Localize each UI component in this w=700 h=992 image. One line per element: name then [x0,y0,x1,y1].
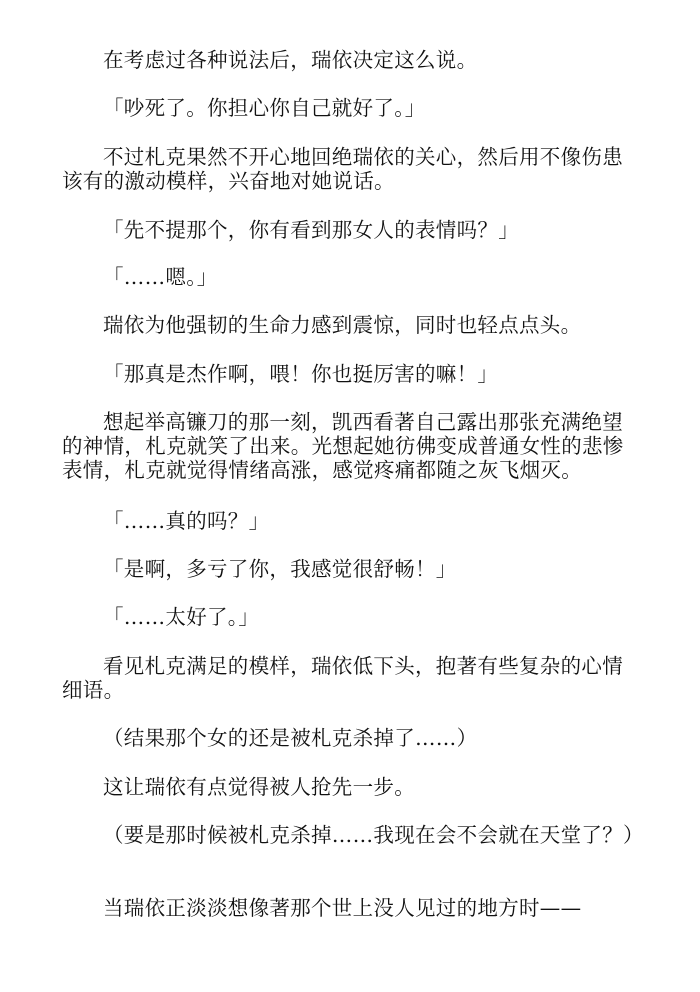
paragraph-15: （要是那时候被札克杀掉……我现在会不会就在天堂了？） [103,823,644,847]
paragraph-11: 「……太好了。」 [103,605,260,629]
paragraph-4: 「先不提那个，你有看到那女人的表情吗？」 [103,218,519,242]
paragraph-10: 「是啊，多亏了你，我感觉很舒畅！」 [103,557,457,581]
paragraph-5: 「……嗯。」 [103,265,218,289]
paragraph-16: 当瑞依正淡淡想像著那个世上没人见过的地方时—— [103,896,582,920]
paragraph-7: 「那真是杰作啊，喂！你也挺厉害的嘛！」 [103,362,499,386]
paragraph-12: 看见札克满足的模样，瑞依低下头，抱著有些复杂的心情细语。 [62,654,623,702]
paragraph-14: 这让瑞依有点觉得被人抢先一步。 [103,775,415,799]
paragraph-13: （结果那个女的还是被札克杀掉了……） [103,726,478,750]
paragraph-8: 想起举高镰刀的那一刻，凯西看著自己露出那张充满绝望的神情，札克就笑了出来。光想起她彷佛变成普通女性的悲惨表情，札克就觉得情绪高涨，感觉疼痛都随之灰飞烟灭。 [62,410,624,482]
paragraph-1: 在考虑过各种说法后，瑞依决定这么说。 [103,48,478,72]
paragraph-3: 不过札克果然不开心地回绝瑞依的关心，然后用不像伤患该有的激动模样，兴奋地对她说话。 [62,145,623,193]
paragraph-9: 「……真的吗？」 [103,509,270,533]
paragraph-2: 「吵死了。你担心你自己就好了。」 [103,96,426,120]
paragraph-6: 瑞依为他强韧的生命力感到震惊，同时也轻点点头。 [103,313,582,337]
